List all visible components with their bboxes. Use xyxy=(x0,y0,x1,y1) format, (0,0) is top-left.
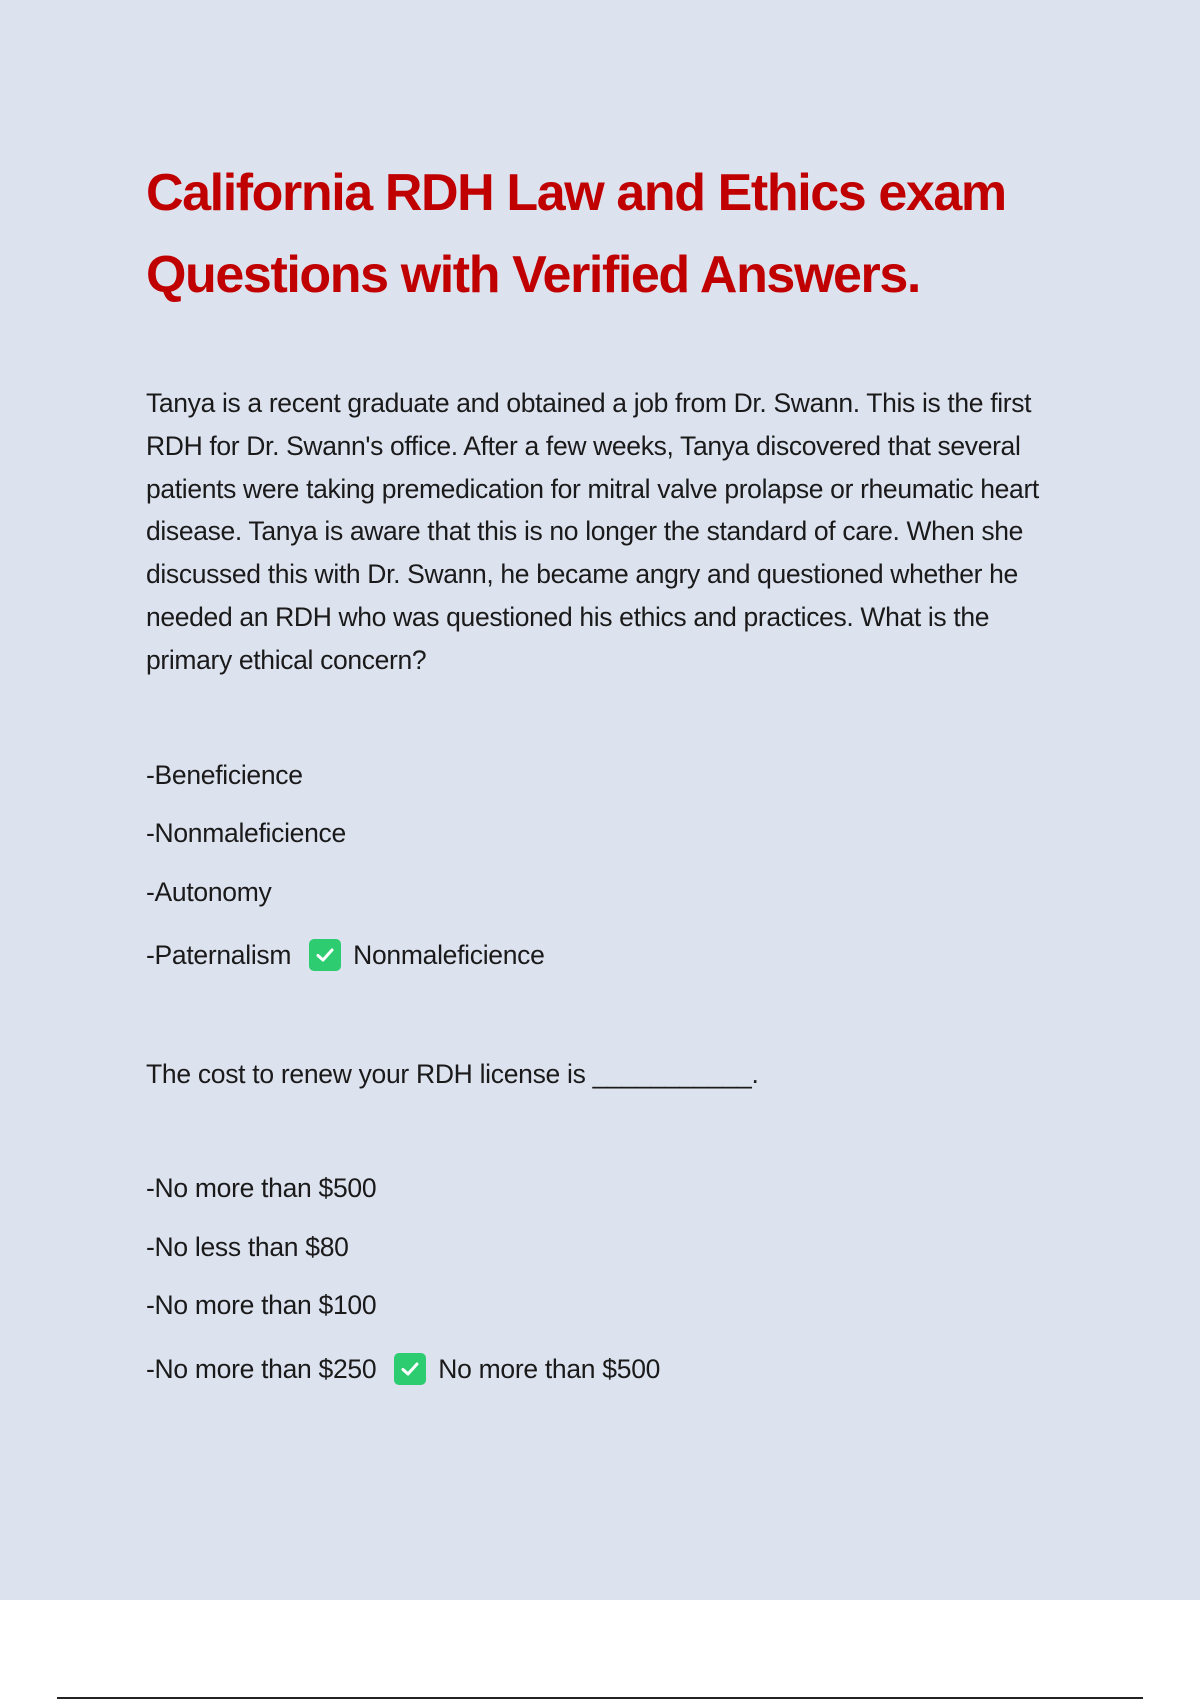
option-label: -Nonmaleficience xyxy=(146,818,346,849)
list-item xyxy=(146,933,1200,977)
option-label: -No more than $500 xyxy=(146,1173,377,1204)
check-mark-icon xyxy=(394,1353,426,1385)
option-label: -Beneficience xyxy=(146,759,303,790)
option-label: -Paternalism xyxy=(146,940,292,971)
list-item xyxy=(146,758,1200,792)
page-title: California RDH Law and Ethics exam Questions with Verified Answers. xyxy=(146,164,1006,304)
option-label: -No more than $100 xyxy=(146,1290,377,1321)
verified-answer: No more than $500 xyxy=(438,1353,661,1384)
list-item xyxy=(146,1347,1200,1391)
footer-divider xyxy=(57,1697,1143,1699)
option-label: -No more than $250 xyxy=(146,1353,377,1384)
question-1-text: Tanya is a recent graduate and obtained a job from Dr. Swann. This is the first RDH for Dr. Swann's office. After a few weeks, Tanya discovered that several patients were taking premedication for mitral valve prolapse or rheumatic heart disease. Tanya is aware that this is no longer the standard of care. When she discussed this with Dr. Swann, he became angry and questioned whether he needed an RDH who was questioned his ethics and practices. What is the primary ethical concern? xyxy=(146,388,1039,675)
verified-answer: Nonmaleficience xyxy=(353,940,545,971)
question-1-options xyxy=(146,758,1200,978)
question-2-text: The cost to renew your RDH license is ___________. xyxy=(146,1059,759,1090)
list-item xyxy=(146,1171,1200,1205)
list-item xyxy=(146,816,1200,850)
option-label: -No less than $80 xyxy=(146,1231,349,1262)
list-item xyxy=(146,875,1200,909)
option-label: -Autonomy xyxy=(146,876,272,907)
check-mark-icon xyxy=(309,939,341,971)
list-item xyxy=(146,1288,1200,1322)
list-item xyxy=(146,1230,1200,1264)
question-2-options xyxy=(146,1171,1200,1391)
